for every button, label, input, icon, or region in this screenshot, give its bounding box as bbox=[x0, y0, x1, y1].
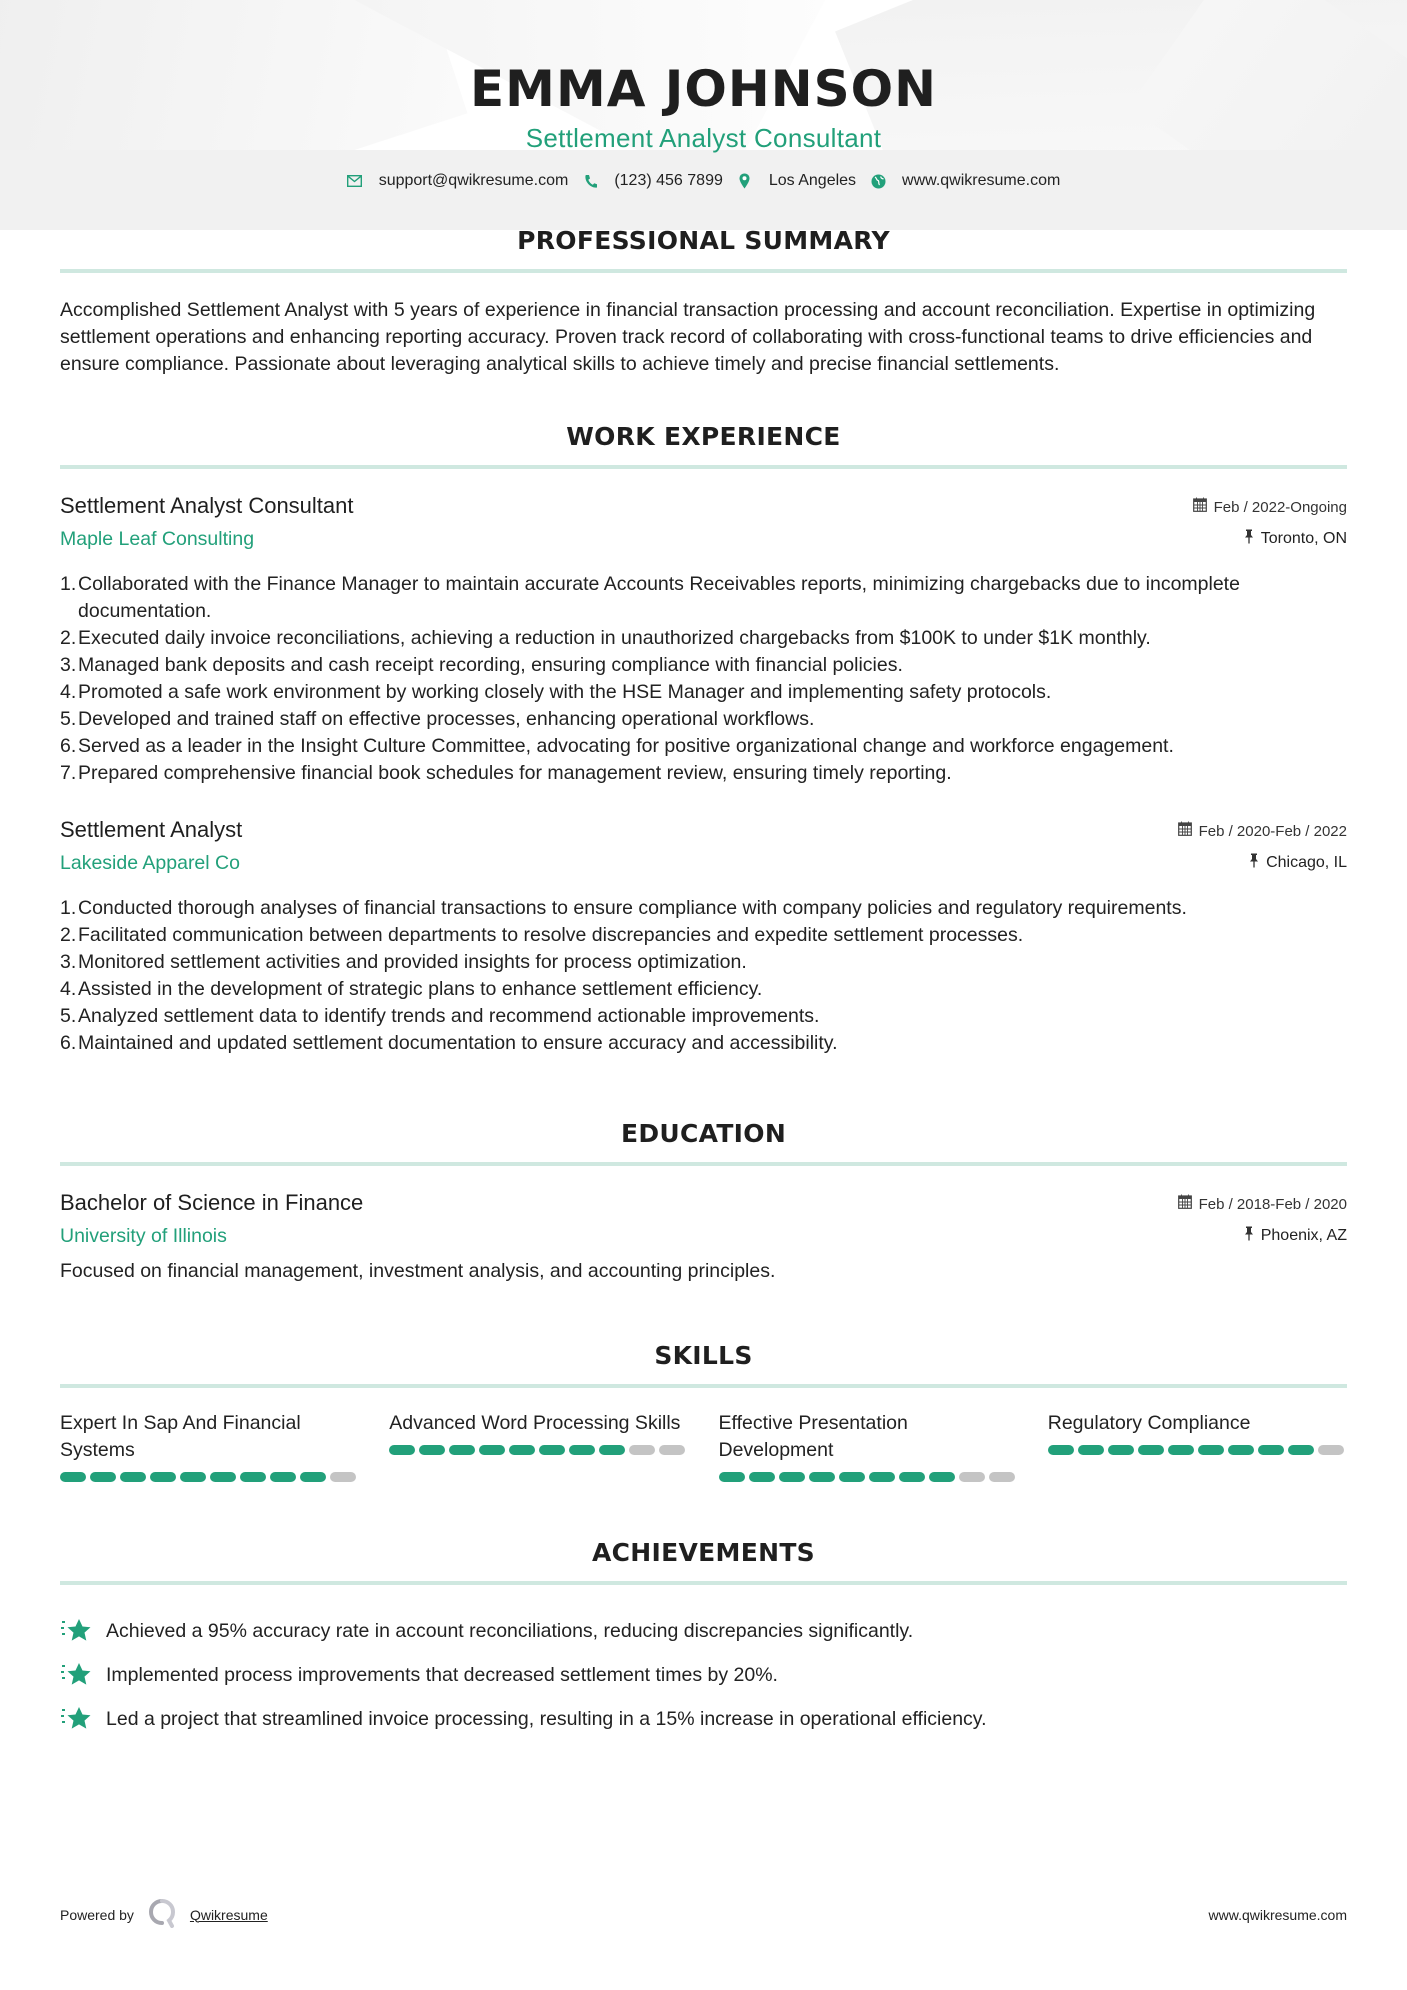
skill-dot-filled bbox=[479, 1445, 505, 1455]
section-title: ACHIEVEMENTS bbox=[592, 1538, 815, 1567]
section-title: SKILLS bbox=[654, 1341, 753, 1370]
achievement-item bbox=[60, 1653, 1347, 1697]
website-text: www.qwikresume.com bbox=[902, 172, 1061, 189]
degree-title: Bachelor of Science in Finance bbox=[60, 1190, 364, 1215]
achievements-section bbox=[60, 1538, 1347, 1741]
skill-dot-filled bbox=[150, 1472, 176, 1482]
powered-by bbox=[60, 1898, 268, 1931]
skill-dot-filled bbox=[779, 1472, 805, 1482]
education-entry bbox=[60, 1188, 1347, 1285]
skill-dot-filled bbox=[539, 1445, 565, 1455]
skill-dot-filled bbox=[1198, 1445, 1224, 1455]
skill-item bbox=[389, 1410, 688, 1482]
job-entry bbox=[60, 815, 1347, 1057]
skill-dot-filled bbox=[1168, 1445, 1194, 1455]
professional-summary-section bbox=[60, 226, 1347, 378]
pushpin-icon bbox=[1244, 1226, 1254, 1247]
skill-dot-filled bbox=[449, 1445, 475, 1455]
section-title: PROFESSIONAL SUMMARY bbox=[517, 226, 890, 255]
company-name: Maple Leaf Consulting bbox=[60, 528, 255, 550]
page-footer bbox=[60, 1898, 1347, 1931]
skill-dot-filled bbox=[389, 1445, 415, 1455]
job-dates: Feb / 2020-Feb / 2022 bbox=[1178, 821, 1347, 842]
skill-item bbox=[60, 1410, 359, 1482]
contact-bar bbox=[60, 172, 1347, 190]
contact-email[interactable] bbox=[347, 172, 569, 190]
skill-dot-filled bbox=[1078, 1445, 1104, 1455]
skill-dot-filled bbox=[60, 1472, 86, 1482]
skill-dot-filled bbox=[599, 1445, 625, 1455]
skill-dot-filled bbox=[569, 1445, 595, 1455]
education-location: Phoenix, AZ bbox=[1244, 1226, 1347, 1247]
skill-item bbox=[1048, 1410, 1347, 1482]
skill-name: Expert In Sap And Financial Systems bbox=[60, 1412, 301, 1461]
section-title: EDUCATION bbox=[620, 1119, 787, 1148]
calendar-icon bbox=[1178, 821, 1192, 842]
company-name: Lakeside Apparel Co bbox=[60, 852, 240, 874]
skill-dot-empty bbox=[989, 1472, 1015, 1482]
phone-icon bbox=[582, 174, 598, 189]
location-text: Los Angeles bbox=[768, 172, 857, 189]
section-divider bbox=[60, 1162, 1347, 1166]
bullet-item: 2. Executed daily invoice reconciliations, achieving a reduction in unauthorized chargebacks from $100K to under $1K monthly. bbox=[60, 627, 1151, 649]
candidate-role: Settlement Analyst Consultant bbox=[525, 123, 882, 153]
globe-icon bbox=[870, 174, 886, 189]
job-title: Settlement Analyst Consultant bbox=[60, 493, 354, 518]
bullet-item: 5. Analyzed settlement data to identify trends and recommend actionable improvements. bbox=[60, 1005, 820, 1027]
skill-dot-filled bbox=[1258, 1445, 1284, 1455]
footer-website-link[interactable]: www.qwikresume.com bbox=[1208, 1906, 1347, 1923]
skill-level-bar bbox=[1048, 1445, 1347, 1455]
skill-name: Effective Presentation Development bbox=[718, 1412, 908, 1461]
skill-dot-filled bbox=[120, 1472, 146, 1482]
skill-dot-filled bbox=[419, 1445, 445, 1455]
pushpin-icon bbox=[1249, 853, 1259, 874]
skill-dot-filled bbox=[899, 1472, 925, 1482]
school-name: University of Illinois bbox=[60, 1225, 227, 1247]
skill-dot-filled bbox=[1108, 1445, 1134, 1455]
achievements-list bbox=[60, 1609, 1347, 1741]
skill-dot-filled bbox=[240, 1472, 266, 1482]
skill-level-bar bbox=[719, 1472, 1018, 1482]
skill-item bbox=[719, 1410, 1018, 1482]
skill-level-bar bbox=[389, 1445, 688, 1455]
star-icon bbox=[60, 1704, 92, 1734]
skill-dot-filled bbox=[180, 1472, 206, 1482]
achievement-text: Achieved a 95% accuracy rate in account reconciliations, reducing discrepancies significantly. bbox=[106, 1619, 914, 1642]
candidate-name: EMMA JOHNSON bbox=[470, 60, 937, 118]
skill-dot-filled bbox=[719, 1472, 745, 1482]
calendar-icon bbox=[1178, 1194, 1192, 1215]
contact-phone[interactable] bbox=[582, 172, 723, 190]
skill-dot-filled bbox=[90, 1472, 116, 1482]
bullet-item: 6. Maintained and updated settlement documentation to ensure accuracy and accessibility. bbox=[60, 1032, 838, 1054]
bullet-item: 1. Collaborated with the Finance Manager to maintain accurate Accounts Receivables reports, minimizing chargebacks due to incomplete documentation. bbox=[60, 573, 1240, 622]
skill-dot-filled bbox=[210, 1472, 236, 1482]
education-section bbox=[60, 1119, 1347, 1285]
bullet-item: 6. Served as a leader in the Insight Culture Committee, advocating for positive organizational change and workforce engagement. bbox=[60, 735, 1174, 757]
contact-location bbox=[737, 172, 856, 190]
qwikresume-link[interactable]: Qwikresume bbox=[189, 1906, 268, 1923]
skill-dot-filled bbox=[270, 1472, 296, 1482]
skill-dot-empty bbox=[1318, 1445, 1344, 1455]
bullet-item: 3. Managed bank deposits and cash receipt recording, ensuring compliance with financial policies. bbox=[60, 654, 903, 676]
skills-grid bbox=[60, 1410, 1347, 1482]
work-experience-section bbox=[60, 422, 1347, 1057]
job-entry bbox=[60, 491, 1347, 787]
skill-dot-filled bbox=[509, 1445, 535, 1455]
job-location: Chicago, IL bbox=[1249, 853, 1347, 874]
skills-section bbox=[60, 1341, 1347, 1482]
skill-level-bar bbox=[60, 1472, 359, 1482]
resume-header bbox=[60, 0, 1347, 190]
section-title: WORK EXPERIENCE bbox=[566, 422, 841, 451]
skill-dot-empty bbox=[959, 1472, 985, 1482]
skill-dot-filled bbox=[300, 1472, 326, 1482]
skill-name: Regulatory Compliance bbox=[1047, 1412, 1251, 1434]
star-icon bbox=[60, 1616, 92, 1646]
powered-by-label: Powered by bbox=[60, 1906, 134, 1923]
phone-text: (123) 456 7899 bbox=[614, 172, 723, 189]
job-location: Toronto, ON bbox=[1244, 529, 1347, 550]
skill-dot-filled bbox=[1048, 1445, 1074, 1455]
achievement-text: Implemented process improvements that decreased settlement times by 20%. bbox=[106, 1663, 778, 1686]
skill-dot-empty bbox=[659, 1445, 685, 1455]
section-divider bbox=[60, 269, 1347, 273]
pushpin-icon bbox=[1244, 529, 1254, 550]
bullet-item: 4. Promoted a safe work environment by working closely with the HSE Manager and implementing safety protocols. bbox=[60, 681, 1052, 703]
skill-dot-filled bbox=[1288, 1445, 1314, 1455]
skill-dot-filled bbox=[839, 1472, 865, 1482]
skill-dot-filled bbox=[1138, 1445, 1164, 1455]
job-bullets bbox=[60, 571, 1347, 787]
education-description: Focused on financial management, investment analysis, and accounting principles. bbox=[60, 1260, 776, 1282]
education-dates: Feb / 2018-Feb / 2020 bbox=[1178, 1194, 1347, 1215]
skill-dot-empty bbox=[629, 1445, 655, 1455]
skill-dot-filled bbox=[749, 1472, 775, 1482]
calendar-icon bbox=[1193, 497, 1207, 518]
section-divider bbox=[60, 465, 1347, 469]
bullet-item: 1. Conducted thorough analyses of financial transactions to ensure compliance with company policies and regulatory requirements. bbox=[60, 897, 1187, 919]
achievement-item bbox=[60, 1609, 1347, 1653]
section-divider bbox=[60, 1384, 1347, 1388]
job-bullets bbox=[60, 895, 1347, 1057]
job-title: Settlement Analyst bbox=[60, 817, 243, 842]
job-dates: Feb / 2022-Ongoing bbox=[1193, 497, 1347, 518]
skill-dot-filled bbox=[929, 1472, 955, 1482]
skill-name: Advanced Word Processing Skills bbox=[389, 1412, 681, 1434]
bullet-item: 5. Developed and trained staff on effective processes, enhancing operational workflows. bbox=[60, 708, 815, 730]
achievement-item bbox=[60, 1697, 1347, 1741]
contact-website[interactable] bbox=[870, 172, 1060, 190]
skill-dot-filled bbox=[809, 1472, 835, 1482]
section-divider bbox=[60, 1581, 1347, 1585]
bullet-item: 4. Assisted in the development of strategic plans to enhance settlement efficiency. bbox=[60, 978, 763, 1000]
skill-dot-filled bbox=[1228, 1445, 1254, 1455]
skill-dot-empty bbox=[330, 1472, 356, 1482]
star-icon bbox=[60, 1660, 92, 1690]
bullet-item: 2. Facilitated communication between departments to resolve discrepancies and expedite settlement processes. bbox=[60, 924, 1024, 946]
qwikresume-logo-icon bbox=[148, 1898, 176, 1931]
email-text: support@qwikresume.com bbox=[378, 172, 569, 189]
summary-text: Accomplished Settlement Analyst with 5 years of experience in financial transaction processing and account reconciliation. Expertise in optimizing settlement operations and enhancing reporting accuracy. Proven track record of collaborating with cross-functional teams to drive efficiencies and ensure compliance. Passionate about leveraging analytical skills to achieve timely and precise financial settlements. bbox=[60, 299, 1316, 375]
bullet-item: 3. Monitored settlement activities and provided insights for process optimization. bbox=[60, 951, 747, 973]
envelope-icon bbox=[347, 175, 363, 187]
achievement-text: Led a project that streamlined invoice processing, resulting in a 15% increase in operational efficiency. bbox=[106, 1707, 987, 1730]
map-pin-icon bbox=[737, 173, 753, 189]
bullet-item: 7. Prepared comprehensive financial book schedules for management review, ensuring timely reporting. bbox=[60, 762, 952, 784]
skill-dot-filled bbox=[869, 1472, 895, 1482]
